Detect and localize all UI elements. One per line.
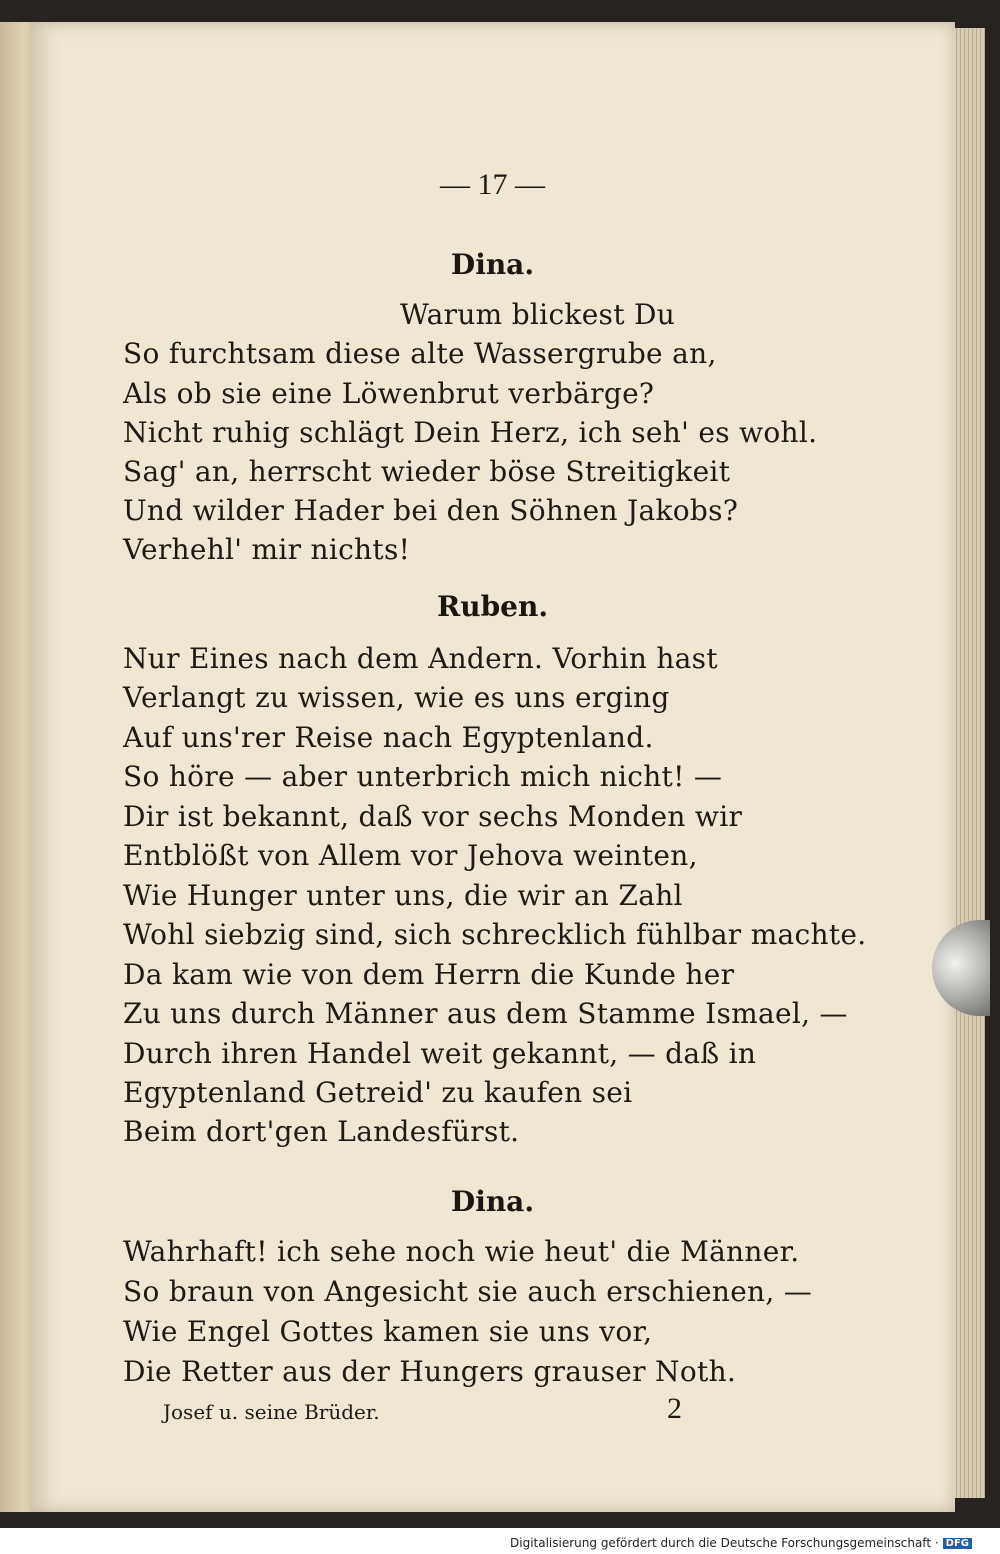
verse-line: Wahrhaft! ich sehe noch wie heut' die Männer.: [123, 1235, 800, 1268]
verse-line: Warum blickest Du: [400, 298, 676, 331]
verse-line: Entblößt von Allem vor Jehova weinten,: [123, 839, 698, 872]
verse-line: Verhehl' mir nichts!: [123, 533, 411, 566]
speaker-heading: Dina.: [450, 1185, 535, 1218]
verse-line: So höre — aber unterbrich mich nicht! —: [123, 760, 723, 793]
credit-text: Digitalisierung gefördert durch die Deutsche Forschungsgemeinschaft ·: [510, 1536, 939, 1550]
verse-line: Die Retter aus der Hungers grauser Noth.: [123, 1355, 737, 1388]
verse-line: Verlangt zu wissen, wie es uns erging: [123, 681, 670, 714]
verse-line: Egyptenland Getreid' zu kaufen sei: [123, 1076, 633, 1109]
dfg-logo-icon: DFG: [943, 1538, 972, 1549]
page-number: — 17 —: [440, 168, 545, 201]
verse-line: Beim dort'gen Landesfürst.: [123, 1115, 520, 1148]
speaker-heading: Dina.: [450, 248, 535, 281]
signature-line: Josef u. seine Brüder.: [163, 1400, 380, 1424]
book-page: [30, 22, 955, 1512]
verse-line: Wohl siebzig sind, sich schrecklich fühlbar machte.: [123, 918, 867, 951]
speaker-heading: Ruben.: [436, 590, 549, 623]
verse-line: Nicht ruhig schlägt Dein Herz, ich seh' es wohl.: [123, 416, 818, 449]
verse-line: So braun von Angesicht sie auch erschienen, —: [123, 1275, 813, 1308]
verse-line: Und wilder Hader bei den Söhnen Jakobs?: [123, 494, 739, 527]
verse-line: Wie Hunger unter uns, die wir an Zahl: [123, 879, 683, 912]
verse-line: Auf uns'rer Reise nach Egyptenland.: [123, 721, 654, 754]
verse-line: Durch ihren Handel weit gekannt, — daß in: [123, 1037, 757, 1070]
verse-line: Als ob sie eine Löwenbrut verbärge?: [123, 377, 655, 410]
verse-line: Dir ist bekannt, daß vor sechs Monden wir: [123, 800, 743, 833]
verse-line: Sag' an, herrscht wieder böse Streitigkeit: [123, 455, 731, 488]
sheet-number: 2: [667, 1392, 682, 1425]
digitization-credit: [510, 1536, 972, 1550]
verse-line: Da kam wie von dem Herrn die Kunde her: [123, 958, 735, 991]
verse-line: Nur Eines nach dem Andern. Vorhin hast: [123, 642, 718, 675]
verse-line: Zu uns durch Männer aus dem Stamme Ismael, —: [123, 997, 848, 1030]
verse-line: So furchtsam diese alte Wassergrube an,: [123, 337, 717, 370]
verse-line: Wie Engel Gottes kamen sie uns vor,: [123, 1315, 653, 1348]
